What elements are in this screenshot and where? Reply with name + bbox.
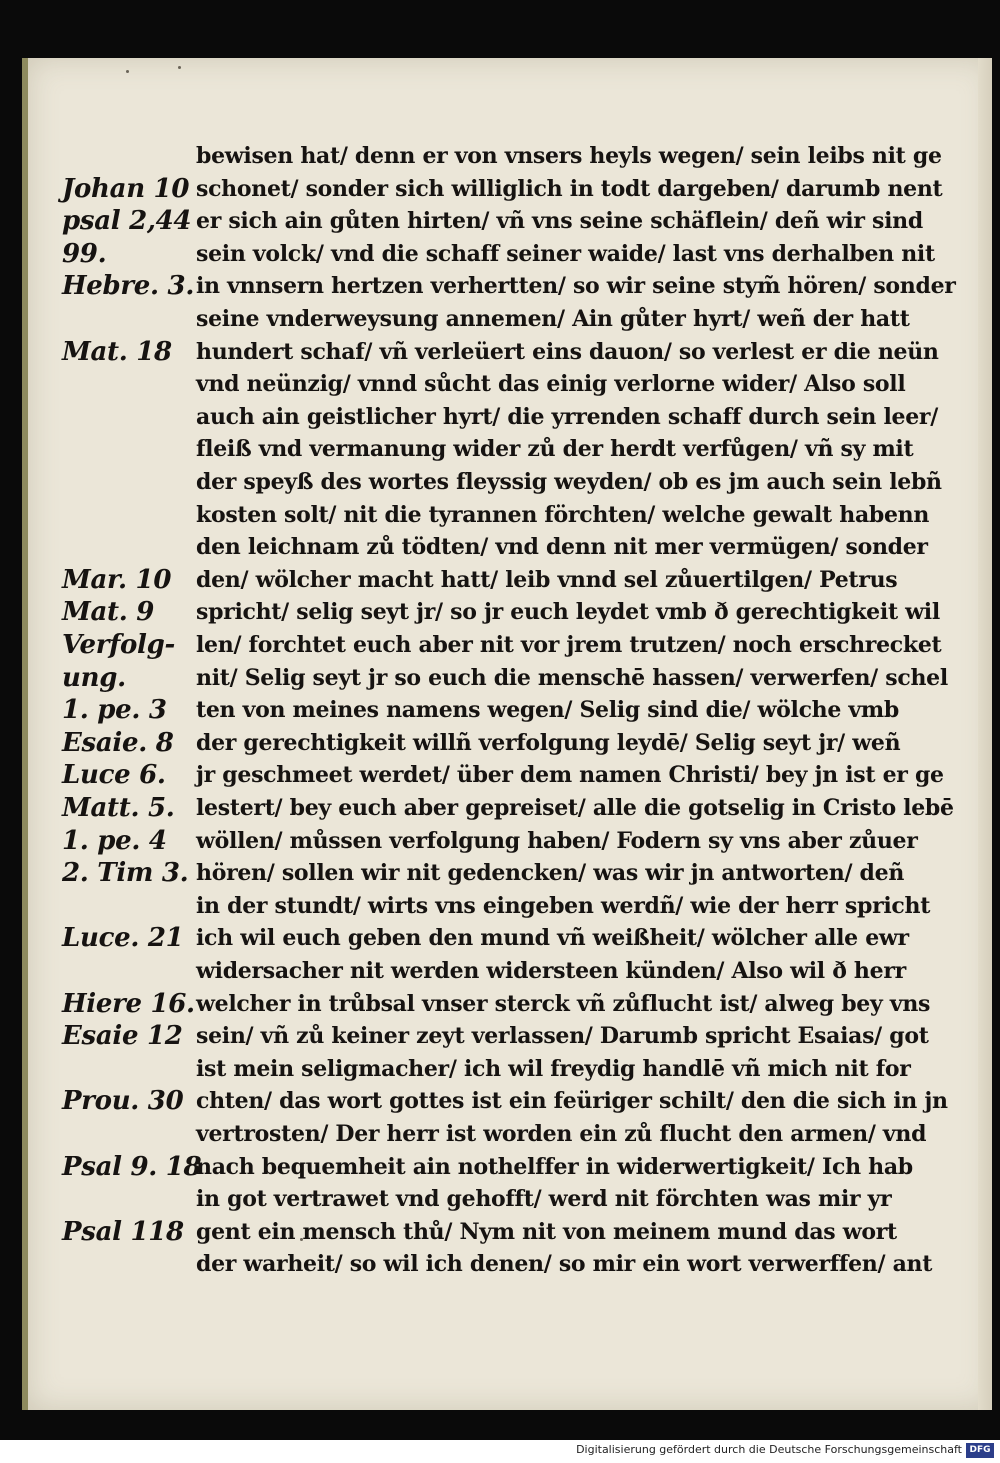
text-line: in der stundt/ wirts vns eingeben werdñ/ wie der herr spricht xyxy=(196,892,931,919)
text-line: len/ forchtet euch aber nit vor jrem trutzen/ noch erschrecket xyxy=(196,632,942,658)
text-line: chten/ das wort gottes ist ein feüriger schilt/ den die sich in jn xyxy=(196,1088,948,1115)
margin-note: 1. pe. 4 xyxy=(62,825,167,856)
text-line: vertrosten/ Der herr ist worden ein zů flucht den armen/ vnd xyxy=(196,1121,927,1147)
text-line: sein/ vñ zů keiner zeyt verlassen/ Darumb spricht Esaias/ got xyxy=(196,1023,929,1050)
funding-note: Digitalisierung gefördert durch die Deutsche Forschungsgemeinschaft xyxy=(576,1443,962,1456)
margin-note: Psal 9. 18 xyxy=(62,1151,202,1182)
margin-note: Esaie 12 xyxy=(62,1021,183,1052)
margin-note xyxy=(62,433,212,465)
text-line: der warheit/ so wil ich denen/ so mir ein wort verwerffen/ ant xyxy=(196,1251,933,1278)
text-line: hundert schaf/ vñ verleüert eins dauon/ so verlest er die neün xyxy=(196,338,939,365)
text-line: nach bequemheit ain nothelffer in widerwertigkeit/ Ich hab xyxy=(196,1153,913,1180)
ink-speck xyxy=(178,66,181,69)
margin-note: Mat. 9 xyxy=(62,597,155,628)
text-line: bewisen hat/ denn er von vnsers heyls wegen/ sein leibs nit ge xyxy=(196,143,942,169)
dfg-logo: DFG xyxy=(966,1443,994,1458)
margin-note xyxy=(62,1248,212,1280)
margin-note: 1. pe. 3 xyxy=(62,695,167,726)
text-line: der gerechtigkeit willñ verfolgung leydē/ Selig seyt jr/ weñ xyxy=(196,729,901,756)
text-line: der speyß des wortes fleyssig weyden/ ob es jm auch sein lebñ xyxy=(196,469,942,495)
text-line: in got vertrawet vnd gehofft/ werd nit förchten was mir yr xyxy=(196,1186,892,1213)
margin-note: Prou. 30 xyxy=(62,1086,184,1117)
margin-note: Esaie. 8 xyxy=(62,727,174,758)
text-line: nit/ Selig seyt jr so euch die menschē hassen/ verwerfen/ schel xyxy=(196,664,948,691)
text-line: ist mein seligmacher/ ich wil freydig handlē vñ mich nit for xyxy=(196,1055,911,1082)
text-line: kosten solt/ nit die tyrannen förchten/ welche gewalt habenn xyxy=(196,501,930,528)
text-line: wöllen/ můssen verfolgung haben/ Fodern sy vns aber zůuer xyxy=(196,827,918,854)
margin-note: Psal 118 xyxy=(62,1216,184,1247)
text-line: den/ wölcher macht hatt/ leib vnnd sel zůuertilgen/ Petrus xyxy=(196,566,898,593)
text-line: widersacher nit werden widersteen künden/ Also wil ð herr xyxy=(196,958,906,984)
margin-note: Hebre. 3. xyxy=(62,271,195,302)
margin-note: Luce. 21 xyxy=(62,923,184,954)
text-line: ich wil euch geben den mund vñ weißheit/ wölcher alle ewr xyxy=(196,925,909,952)
margin-note: Johan 10 xyxy=(62,173,190,204)
margin-note xyxy=(62,499,212,531)
margin-note xyxy=(62,890,212,922)
text-line: welcher in trůbsal vnser sterck vñ zůflucht ist/ alweg bey vns xyxy=(196,990,931,1017)
text-line: spricht/ selig seyt jr/ so jr euch leydet vmb ð gerechtigkeit wil xyxy=(196,599,940,626)
margin-note: psal 2,44 xyxy=(62,206,192,237)
text-line: gent ein mensch thů/ Nym nit von meinem mund das wort xyxy=(196,1218,897,1245)
margin-note xyxy=(62,1118,212,1150)
text-line: ten von meines namens wegen/ Selig sind die/ wölche vmb xyxy=(196,697,899,724)
text-line: auch ain geistlicher hyrt/ die yrrenden schaff durch sein leer/ xyxy=(196,403,938,430)
text-line: fleiß vnd vermanung wider zů der herdt verfůgen/ vñ sy mit xyxy=(196,436,914,463)
text-line: vnd neünzig/ vnnd sůcht das einig verlorne wider/ Also soll xyxy=(196,371,906,398)
margin-note: 2. Tim 3. xyxy=(62,858,189,889)
margin-note: 99. xyxy=(62,238,107,269)
text-line: er sich ain gůten hirten/ vñ vns seine schäflein/ deñ wir sind xyxy=(196,208,923,235)
margin-note xyxy=(62,531,212,563)
margin-note xyxy=(62,1183,212,1215)
text-line: schonet/ sonder sich williglich in todt dargeben/ darumb nent xyxy=(196,175,943,202)
text-line: sein volck/ vnd die schaff seiner waide/ last vns derhalben nit xyxy=(196,240,935,267)
margin-note xyxy=(62,140,212,172)
text-line: jr geschmeet werdet/ über dem namen Christi/ bey jn ist er ge xyxy=(196,762,944,789)
text-line: in vnnsern hertzen verhertten/ so wir seine stym̃ hören/ sonder xyxy=(196,273,956,300)
margin-note: Luce 6. xyxy=(62,760,166,791)
margin-note xyxy=(62,1053,212,1085)
text-line: den leichnam zů tödten/ vnd denn nit mer vermügen/ sonder xyxy=(196,534,928,561)
margin-note xyxy=(62,466,212,498)
text-line: seine vnderweysung annemen/ Ain gůter hyrt/ weñ der hatt xyxy=(196,306,910,332)
page-edge xyxy=(978,58,992,1410)
margin-note xyxy=(62,955,212,987)
margin-note xyxy=(62,401,212,433)
footer-bar xyxy=(0,1440,1000,1463)
margin-note: Mat. 18 xyxy=(62,336,172,367)
margin-note: Hiere 16. xyxy=(62,988,195,1019)
text-line: hören/ sollen wir nit gedencken/ was wir jn antworten/ deñ xyxy=(196,860,905,887)
margin-note xyxy=(62,303,212,335)
margin-note: Mar. 10 xyxy=(62,564,172,595)
ink-speck xyxy=(126,70,129,73)
margin-note xyxy=(62,368,212,400)
text-line: lestert/ bey euch aber gepreiset/ alle die gotselig in Cristo lebē xyxy=(196,795,954,821)
margin-note: ung. xyxy=(62,662,126,693)
margin-note: Verfolg- xyxy=(62,630,176,660)
margin-note: Matt. 5. xyxy=(62,793,175,823)
